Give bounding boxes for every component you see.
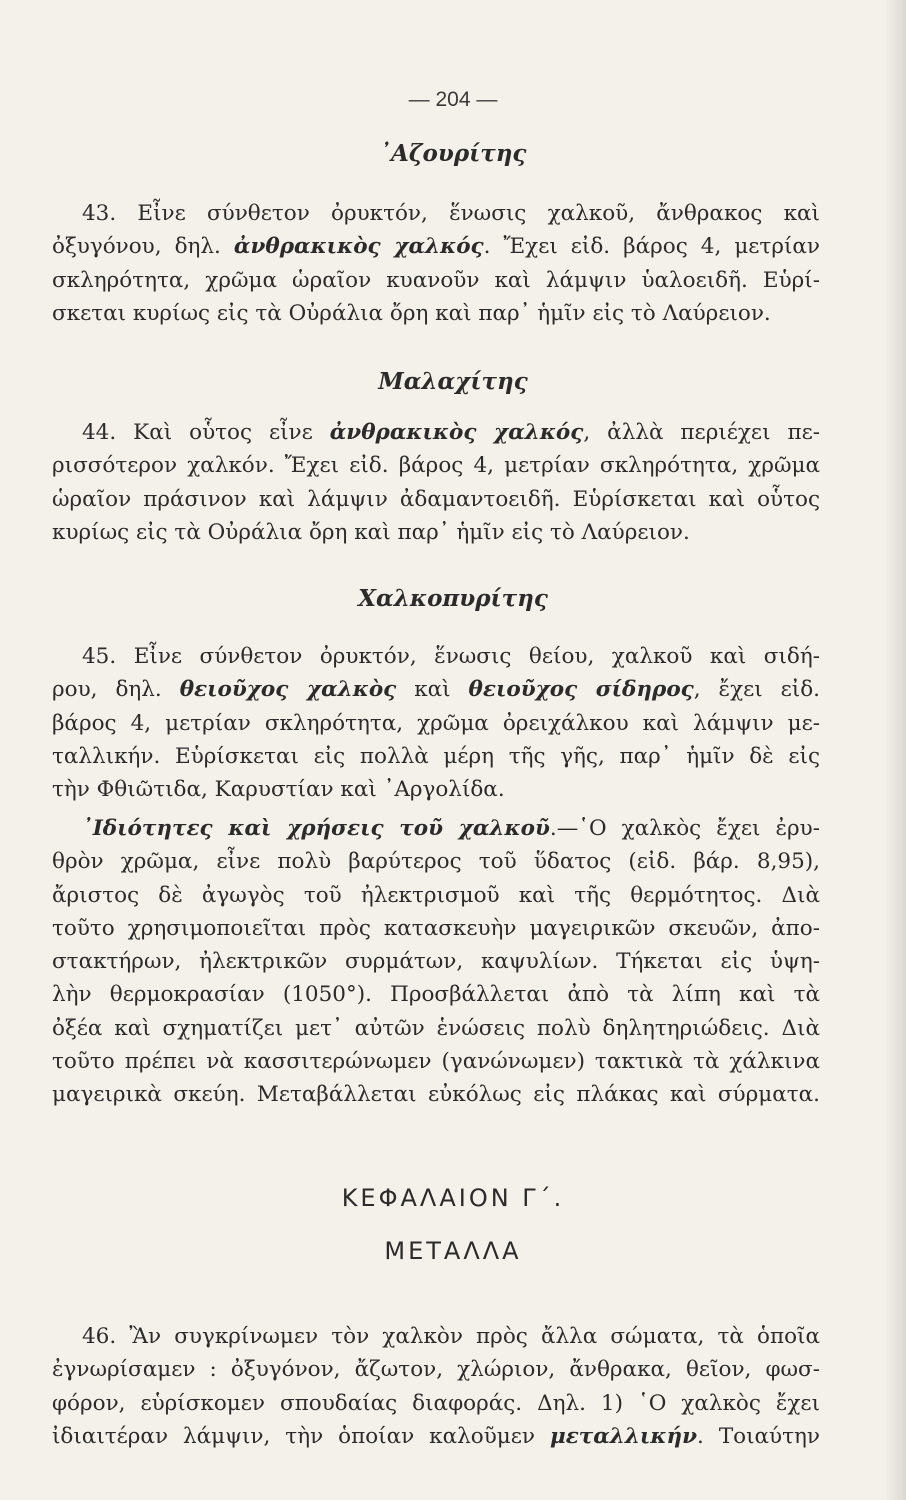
chapter-subtitle: ΜΕΤΑΛΛΑ [384,1237,522,1265]
emphasis-term: ἀνθρακικὸς χαλκός [329,420,584,445]
paragraph-43 [52,197,820,330]
text-line: τοῦτο πρέπει νὰ κασσιτερώνωμεν (γανώνωμεν) τακτικὰ τὰ χάλκινα [52,1049,820,1075]
text-line: ταλλικήν. Εὑρίσκεται εἰς πολλὰ μέρη τῆς γῆς, παρ᾿ ἡμῖν δὲ εἰς [52,743,820,769]
emphasis-term: μεταλλικήν [549,1423,697,1449]
text-line: σκληρότητα, χρῶμα ὡραῖον κυανοῦν καὶ λάμψιν ὑαλοειδῆ. Εὑρί- [52,267,820,293]
heading-chalcopyrite: Χαλκοπυρίτης [358,585,548,612]
text-line: σκεται κυρίως εἰς τὰ Οὐράλια ὄρη καὶ παρ᾿ ἡμῖν εἰς τὸ Λαύρειον. [52,300,771,326]
page-edge-shadow [884,0,906,1500]
text-line: 46. Ἂν συγκρίνωμεν τὸν χαλκὸν πρὸς ἄλλα σώματα, τὰ ὁποῖα [82,1324,820,1349]
emphasis-term: θειοῦχος σίδηρος [468,677,694,703]
text-line: ᾿Ιδιότητες καὶ χρήσεις τοῦ χαλκοῦ.—῾Ο χαλκὸς ἔχει ἐρυ- [82,816,820,841]
text-line: ἄριστος δὲ ἀγωγὸς τοῦ ἠλεκτρισμοῦ καὶ τῆς θερμότητος. Διὰ [52,882,820,908]
text-line: φόρον, εὑρίσκομεν σπουδαίας διαφοράς. Δηλ. 1) ῾Ο χαλκὸς ἔχει [52,1390,820,1416]
paragraph-44 [52,416,820,549]
emphasis-term: θειοῦχος χαλκὸς [179,677,397,703]
text-line: στακτήρων, ἠλεκτρικῶν συρμάτων, καψυλίων. Τήκεται εἰς ὑψη- [52,949,820,975]
paragraph-46 [52,1320,820,1453]
text-line: ὀξυγόνου, δηλ. ἀνθρακικὸς χαλκός. Ἔχει εἰδ. βάρος 4, μετρίαν [52,234,820,260]
text-line: ὀξέα καὶ σχηματίζει μετ᾿ αὐτῶν ἑνώσεις πολὺ δηλητηριώδεις. Διὰ [52,1015,820,1041]
text-line: ἰδιαιτέραν λάμψιν, τὴν ὁποίαν καλοῦμεν μεταλλικήν. Τοιαύτην [52,1423,820,1449]
text-line: ρισσότερον χαλκόν. Ἔχει εἰδ. βάρος 4, μετρίαν σκληρότητα, χρῶμα [52,453,820,479]
text-line: κυρίως εἰς τὰ Οὐράλια ὄρη καὶ παρ᾿ ἡμῖν εἰς τὸ Λαύρειον. [52,519,690,545]
text-line: 44. Καὶ οὗτος εἶνε ἀνθρακικὸς χαλκός, ἀλλὰ περιέχει πε- [82,420,820,445]
text-line: ρου, δηλ. θειοῦχος χαλκὸς καὶ θειοῦχος σίδηρος, ἔχει εἰδ. [52,677,820,703]
text-line: τὴν Φθιῶτιδα, Καρυστίαν καὶ ᾿Αργολίδα. [52,777,505,803]
page-number: — 204 — [408,88,498,111]
heading-malachite: Μαλαχίτης [378,368,528,395]
text-line: ὡραῖον πράσινον καὶ λάμψιν ἀδαμαντοειδῆ. Εὑρίσκεται καὶ οὗτος [52,486,820,512]
paragraph-45 [52,640,820,806]
chapter-title: ΚΕΦΑΛΑΙΟΝ Γ΄. [341,1184,565,1212]
text-line: θρὸν χρῶμα, εἶνε πολὺ βαρύτερος τοῦ ὕδατος (εἰδ. βάρ. 8,95), [52,849,820,875]
paragraph-properties [52,812,820,1112]
text-line: 45. Εἶνε σύνθετον ὀρυκτόν, ἕνωσις θείου, χαλκοῦ καὶ σιδή- [82,644,820,669]
emphasis-term: ᾿Ιδιότητες καὶ χρήσεις τοῦ χαλκοῦ [82,816,550,841]
text-line: βάρος 4, μετρίαν σκληρότητα, χρῶμα ὀρειχάλκου καὶ λάμψιν με- [52,710,820,736]
heading-azurite: ᾿Αζουρίτης [379,140,527,167]
text-line: ἐγνωρίσαμεν : ὀξυγόνον, ἄζωτον, χλώριον, ἄνθρακα, θεῖον, φωσ- [52,1357,820,1383]
text-line: μαγειρικὰ σκεύη. Μεταβάλλεται εὐκόλως εἰς πλάκας καὶ σύρματα. [52,1082,820,1108]
text-line: 43. Εἶνε σύνθετον ὀρυκτόν, ἕνωσις χαλκοῦ, ἄνθρακος καὶ [82,201,820,226]
text-line: λὴν θερμοκρασίαν (1050°). Προσβάλλεται ἀπὸ τὰ λίπη καὶ τὰ [52,982,820,1008]
text-line: τοῦτο χρησιμοποιεῖται πρὸς κατασκευὴν μαγειρικῶν σκευῶν, ἀπο- [52,915,820,941]
emphasis-term: ἀνθρακικὸς χαλκός [233,234,484,260]
